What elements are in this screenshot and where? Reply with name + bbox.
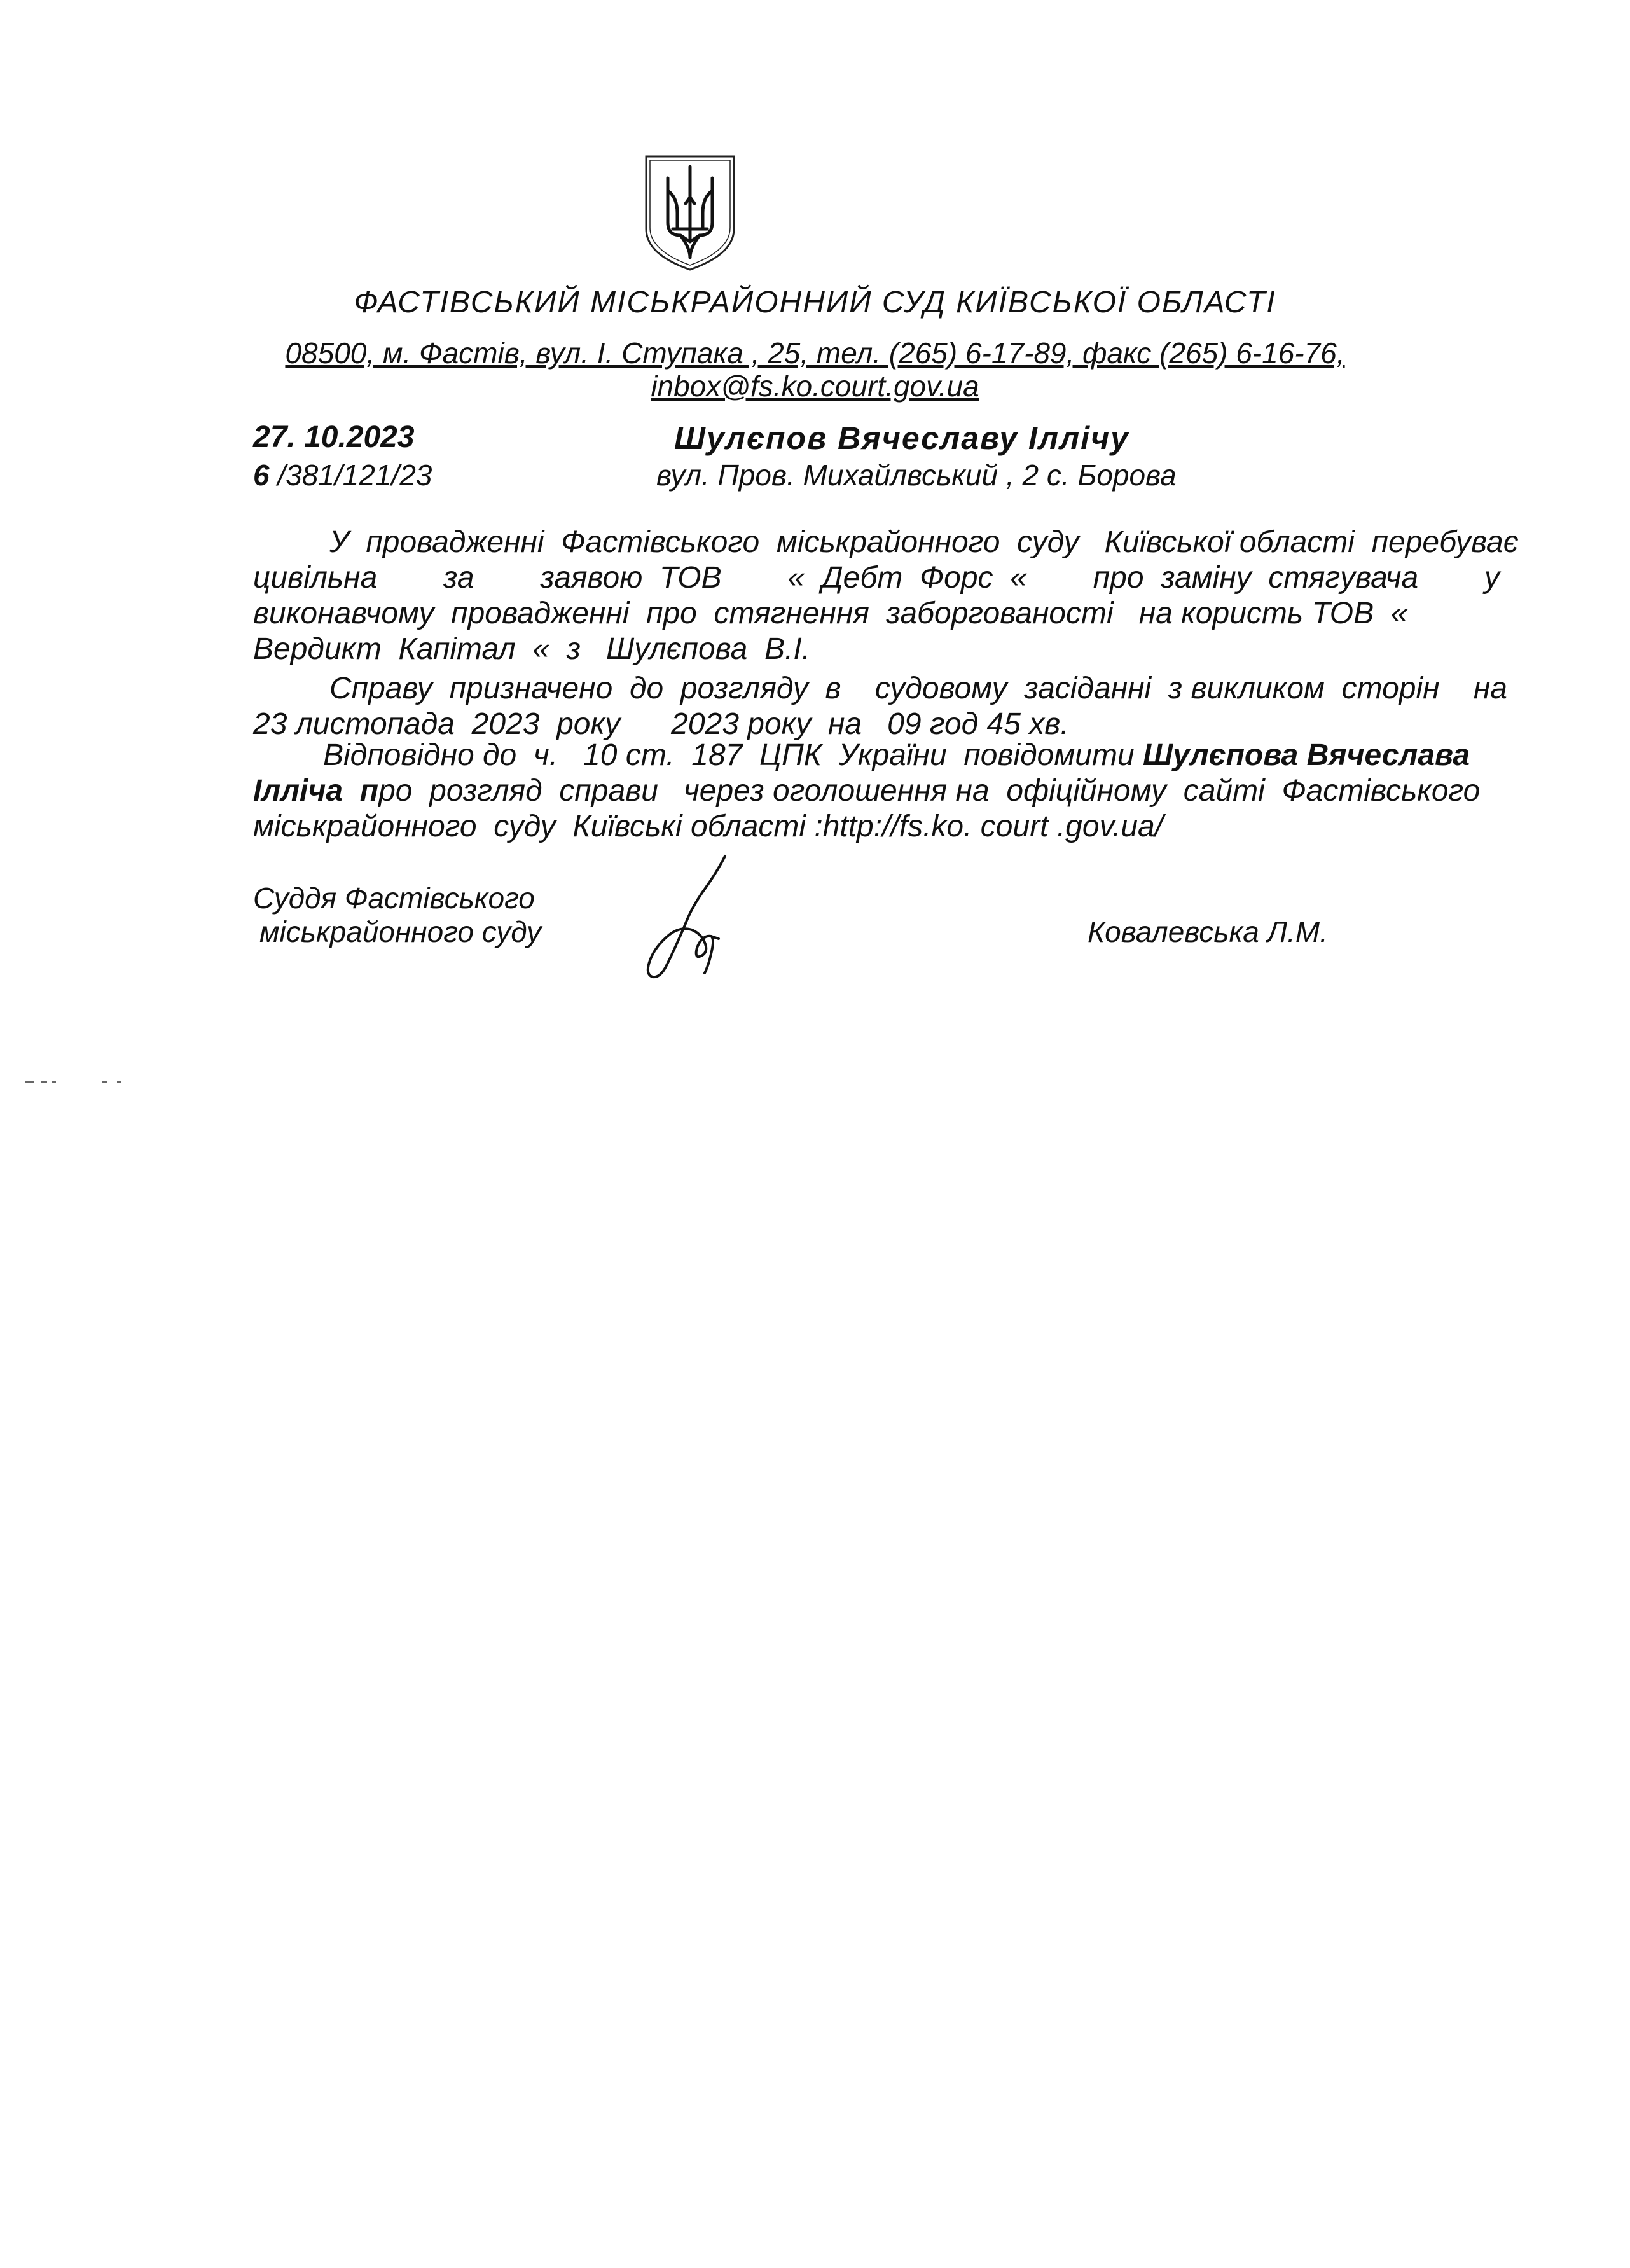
paragraph-proceedings [253,525,1519,667]
line-text: за [443,561,474,595]
paragraph-line [253,773,1500,809]
judge-title-line2: міськрайонного суду [259,915,542,948]
document-date: 27. 10.2023 [253,420,415,454]
judge-name: Ковалевська Л.М. [1088,915,1328,948]
line-text: 23 листопада 2023 року 2023 року на 09 год 45 хв. [253,707,1069,741]
line-text: про заміну стягувача [1093,561,1419,595]
scan-speck [117,1081,121,1083]
paragraph-notice [253,738,1500,845]
paragraph-line [253,632,1500,667]
court-email-link[interactable]: inbox@fs.ko.court.gov.ua [651,370,979,403]
paragraph-line [253,560,1500,596]
case-reference [253,458,432,492]
paragraph-line [253,738,1500,773]
line-text: Справу призначено до розгляду в судовому засіданні з викликом сторін на [329,672,1507,705]
judge-title-line1: Суддя Фастівського [253,882,535,915]
case-reference-prefix: 6 [253,459,270,492]
line-text: Вердикт Капітал « з Шулєпова В.І. [253,632,811,666]
paragraph-line [253,671,1507,707]
line-text: цивільна [253,561,378,595]
recipient-address: вул. Пров. Михайлвський , 2 с. Борова [656,459,1177,492]
recipient-name: Шулєпов Вячеславу Іллічу [674,420,1129,456]
bold-letter: п [359,774,379,808]
line-text: У провадженні Фастівського міськрайонного суду Київської області перебуває [329,525,1519,559]
court-address: 08500, м. Фастів, вул. І. Ступака , 25, тел. (265) 6-17-89, факс (265) 6-16-76, [285,336,1345,370]
line-text: Відповідно до ч. 10 ст. 187 ЦПК України повідомити [323,738,1143,772]
court-website-text: міськрайонного суду Київські області :http://fs.ko. court .gov.ua/ [253,810,1164,843]
line-text: у [1484,561,1500,595]
case-reference-number: /381/121/23 [269,459,432,492]
paragraph-line [253,707,1500,742]
handwritten-signature-icon [636,852,744,986]
paragraph-line [253,525,1519,560]
line-text: ро розгляд справи через оголошення на офіційному сайті Фастівського [378,774,1481,808]
paragraph-line [253,809,1500,845]
line-text: виконавчому провадженні про стягнення заборгованості на користь ТОВ « [253,597,1408,630]
scan-speck [25,1081,34,1083]
defendant-name-bold: Ілліча [253,774,343,808]
court-email-line [0,369,1630,403]
scan-speck [102,1081,107,1083]
line-text: заявою ТОВ [540,561,722,595]
ukraine-trident-emblem-icon [642,153,738,273]
line-text: « Дебт Форс « [787,561,1027,595]
paragraph-hearing [253,671,1507,742]
defendant-name-bold: Шулєпова Вячеслава [1143,738,1470,772]
paragraph-line [253,596,1500,632]
scan-speck [52,1081,56,1083]
court-name: ФАСТІВСЬКИЙ МІСЬКРАЙОННИЙ СУД КИЇВСЬКОЇ ОБЛАСТІ [354,286,1276,319]
scan-speck [41,1081,47,1083]
